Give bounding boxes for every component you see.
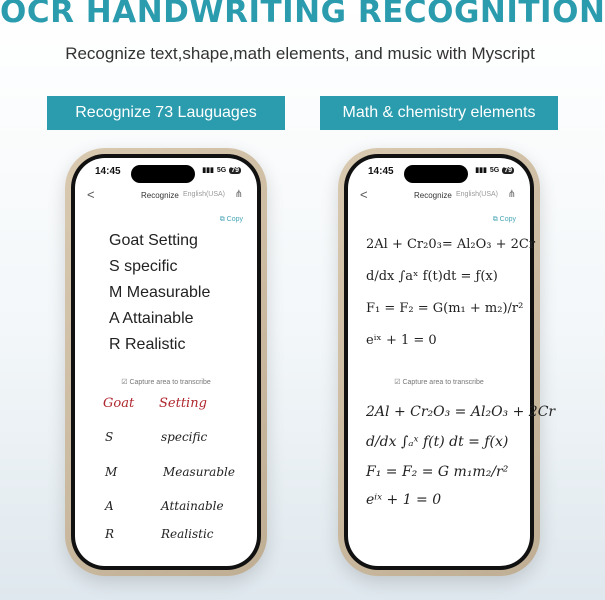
banner-languages: Recognize 73 Lauguages xyxy=(47,96,285,130)
status-time: 14:45 xyxy=(95,166,121,177)
math-line: 2Al + Cr₂0₃= Al₂O₃ + 2Cr xyxy=(366,237,536,252)
copy-button[interactable]: ⧉ Copy xyxy=(492,216,516,223)
battery-icon: 79 xyxy=(231,166,239,174)
handwriting-m: M xyxy=(105,465,118,479)
back-chevron-icon[interactable]: < xyxy=(87,187,95,202)
capture-area-toggle[interactable]: ☑ Capture area to transcribe xyxy=(394,379,484,386)
handwriting-realistic: Realistic xyxy=(161,527,214,541)
handwriting-math-line: 2Al + Cr₂O₃ = Al₂O₃ + 2Cr xyxy=(366,404,556,420)
nav-title: Recognize xyxy=(414,191,452,200)
network-label: 5G xyxy=(216,166,227,174)
phone-left xyxy=(65,148,267,576)
signal-icon: ▮▮▮ xyxy=(475,167,487,174)
page-subtitle: Recognize text,shape,math elements, and music with Myscript xyxy=(65,44,535,63)
recognized-line: M Measurable xyxy=(109,284,211,301)
handwriting-r: R xyxy=(105,527,115,541)
network-label: 5G xyxy=(489,166,500,174)
back-chevron-icon[interactable]: < xyxy=(360,187,368,202)
recognized-text xyxy=(109,228,210,358)
language-selector[interactable]: English(USA) xyxy=(183,191,226,198)
capture-area-toggle[interactable]: ☑ Capture area to transcribe xyxy=(121,379,211,386)
status-bar xyxy=(75,166,257,180)
copy-icon: ⧉ xyxy=(219,216,227,223)
status-bar xyxy=(348,166,530,180)
handwriting-goat: Goat xyxy=(103,396,135,411)
handwriting-math-line: eⁱˣ + 1 = 0 xyxy=(366,492,442,508)
recognized-line: R Realistic xyxy=(109,336,186,353)
recognized-line: A Attainable xyxy=(109,310,194,327)
copy-icon: ⧉ xyxy=(492,216,500,223)
dynamic-island xyxy=(404,165,468,183)
phone-left-screen xyxy=(75,158,257,566)
phone-right xyxy=(338,148,556,576)
nav-bar xyxy=(75,187,257,204)
signal-icon: ▮▮▮ xyxy=(202,167,214,174)
handwriting-measurable: Measurable xyxy=(163,465,235,479)
dynamic-island xyxy=(131,165,195,183)
handwriting-setting: Setting xyxy=(159,396,207,411)
banner-math: Math & chemistry elements xyxy=(320,96,558,130)
math-line: d/dx ∫aˣ f(t)dt = ƒ(x) xyxy=(366,269,498,284)
nav-title: Recognize xyxy=(141,191,179,200)
status-time: 14:45 xyxy=(368,166,394,177)
page-headline: OCR HANDWRITING RECOGNITION xyxy=(0,0,605,30)
math-line: F₁ = F₂ = G(m₁ + m₂)/r² xyxy=(366,301,524,316)
battery-icon: 79 xyxy=(504,166,512,174)
language-selector[interactable]: English(USA) xyxy=(456,191,499,198)
recognized-line: Goat Setting xyxy=(109,232,198,249)
handwriting-a: A xyxy=(105,499,114,513)
handwriting-s: S xyxy=(105,430,114,444)
phone-right-screen xyxy=(348,158,556,566)
share-icon[interactable]: ⋔ xyxy=(234,189,243,200)
handwriting-attainable: Attainable xyxy=(161,499,224,513)
handwriting-math-line: d/dx ∫ₐˣ f(t) dt = ƒ(x) xyxy=(366,434,509,450)
checkbox-icon: ☑ xyxy=(121,379,130,386)
math-line: eⁱˣ + 1 = 0 xyxy=(366,333,437,348)
handwriting-specific: specific xyxy=(161,430,208,444)
copy-button[interactable]: ⧉ Copy xyxy=(219,216,243,223)
recognized-line: S specific xyxy=(109,258,178,275)
recognized-math xyxy=(366,234,535,362)
share-icon[interactable]: ⋔ xyxy=(507,189,516,200)
checkbox-icon: ☑ xyxy=(394,379,403,386)
handwriting-math-line: F₁ = F₂ = G m₁m₂/r² xyxy=(366,464,509,480)
nav-bar xyxy=(348,187,530,204)
